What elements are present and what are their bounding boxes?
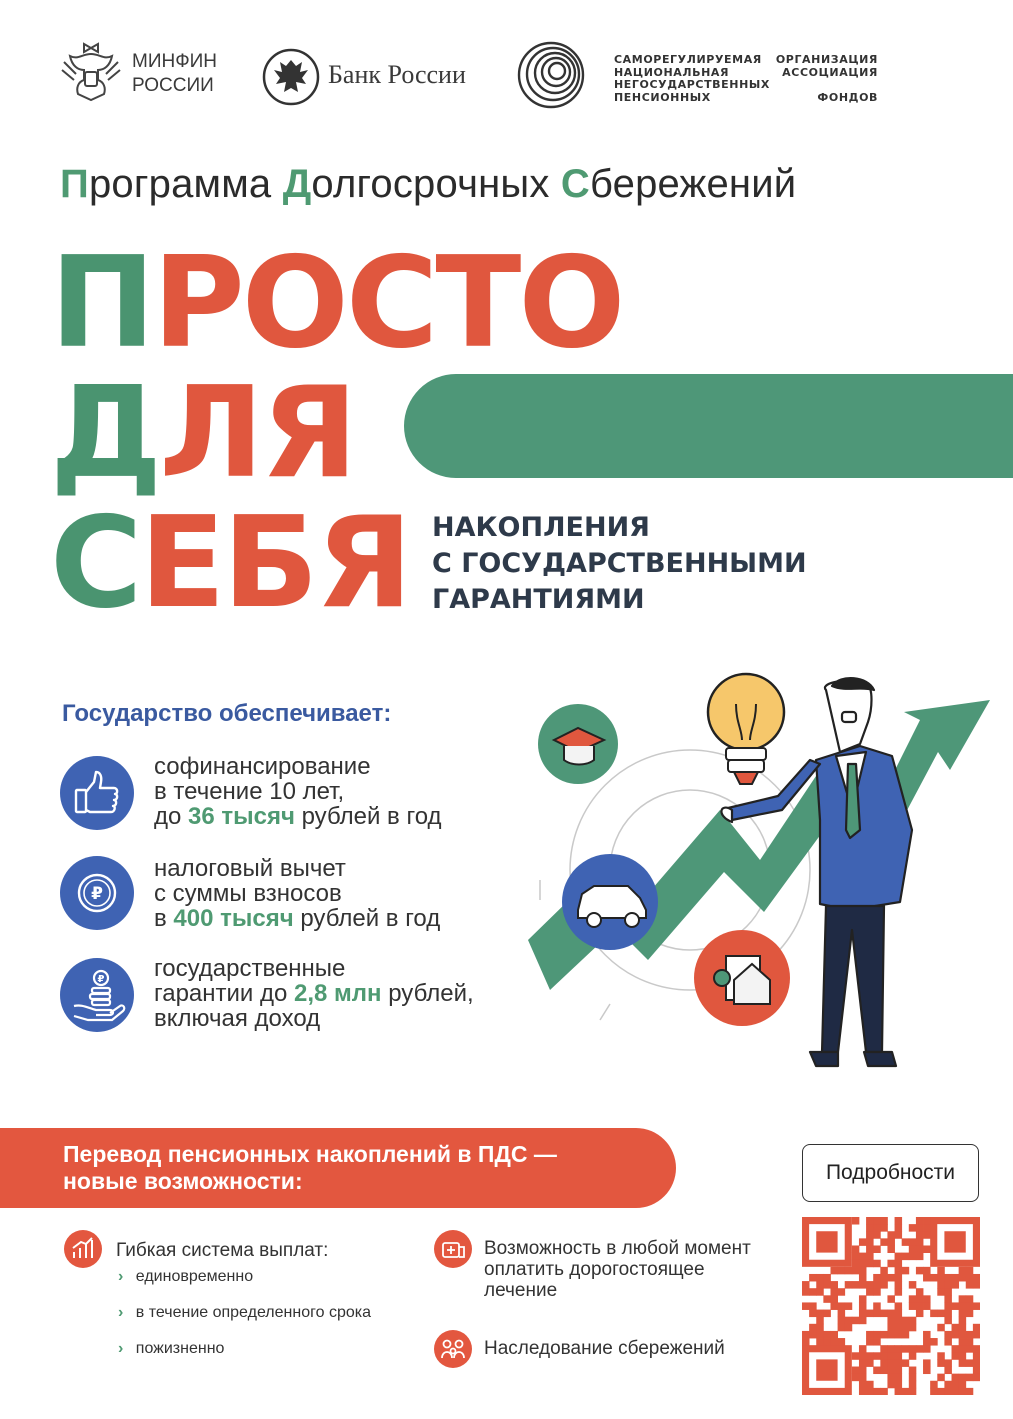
headline-word-3: ЕБЯ (139, 489, 410, 636)
family-icon (434, 1330, 472, 1368)
benefit-2-line-2: с суммы взносов (154, 880, 342, 907)
text: рублей в год (294, 803, 442, 830)
program-initial-s: С (560, 162, 590, 206)
benefit-text-2 (154, 856, 440, 931)
benefit-1-line-2: в течение 10 лет, (154, 778, 345, 805)
text: до (154, 803, 189, 830)
svg-text:₽: ₽ (97, 974, 105, 985)
medical-icon (434, 1230, 472, 1268)
program-word-1: рограмма (88, 162, 283, 206)
bank-russia-logo (262, 48, 492, 108)
napf-logo (516, 40, 886, 110)
text: в (154, 905, 174, 932)
program-word-2: олгосрочных (311, 162, 561, 206)
napf-line3: НЕГОСУДАРСТВЕННЫХ (614, 78, 770, 91)
benefit-text-3 (154, 956, 474, 1031)
house-icon (694, 930, 790, 1026)
payout-option-label: в течение определенного срока (135, 1304, 371, 1321)
payout-option-1 (118, 1268, 253, 1286)
benefit-3-line-3: включая доход (154, 1005, 321, 1032)
headline-initial-p: П (50, 229, 153, 376)
qr-code[interactable] (802, 1217, 980, 1395)
flex-payout-title: Гибкая система выплат: (116, 1240, 329, 1261)
transfer-banner (0, 1128, 676, 1208)
treatment-line-3: лечение (484, 1280, 558, 1301)
treatment-text (484, 1238, 751, 1301)
program-title (60, 162, 796, 207)
bank-eagle-icon (262, 48, 320, 106)
ruble-coin-icon (60, 856, 134, 930)
napf-line2: НАЦИОНАЛЬНАЯ АССОЦИАЦИЯ (614, 65, 878, 79)
headline-line-2 (50, 359, 355, 506)
benefit-icon-2 (60, 856, 134, 930)
car-icon (562, 854, 658, 950)
tagline-line-2: С ГОСУДАРСТВЕННЫМИ (432, 548, 807, 579)
inheritance-text: Наследование сбережений (484, 1338, 725, 1359)
thumbs-up-icon (60, 756, 134, 830)
treatment-line-2: оплатить дорогостоящее (484, 1259, 705, 1280)
payout-option-2 (118, 1304, 371, 1322)
headline-initial-d: Д (50, 359, 160, 506)
text: рублей, (381, 980, 474, 1007)
chevron-right-icon: › (118, 1304, 124, 1321)
tagline-line-1: НАКОПЛЕНИЯ (432, 512, 650, 543)
eagle-emblem-icon (60, 40, 122, 104)
details-button[interactable]: Подробности (802, 1144, 979, 1202)
benefit-2-line-1: налоговый вычет (154, 855, 346, 882)
benefit-2-line-3 (154, 906, 440, 931)
headline-line-1 (50, 229, 623, 376)
growth-chart-icon (64, 1230, 102, 1268)
benefit-icon-3 (60, 958, 134, 1032)
lightbulb-icon (708, 674, 784, 784)
napf-line1: САМОРЕГУЛИРУЕМАЯ ОРГАНИЗАЦИЯ (614, 53, 878, 66)
flex-payout-icon-wrap (64, 1230, 102, 1268)
minfin-line1: МИНФИН (132, 51, 218, 72)
state-provides-title: Государство обеспечивает: (62, 700, 392, 727)
bank-name: Банк России (328, 60, 466, 89)
guarantee-amount: 2,8 млн (294, 980, 382, 1007)
headline-line-3 (50, 489, 410, 636)
benefit-text-1 (154, 754, 442, 829)
tagline (432, 510, 807, 618)
benefit-1-line-1: софинансирование (154, 753, 371, 780)
svg-text:₽: ₽ (91, 884, 103, 904)
minfin-line2: РОССИИ (132, 75, 214, 96)
text: гарантии до (154, 980, 295, 1007)
chevron-right-icon: › (118, 1268, 124, 1285)
headline-word-2: ЛЯ (159, 359, 355, 506)
graduation-cap-icon (538, 704, 618, 784)
payout-option-3 (118, 1340, 224, 1358)
spiral-icon (516, 40, 586, 110)
text: рублей в год (293, 905, 441, 932)
headline-word-1: РОСТО (152, 229, 623, 376)
payout-option-label: единовременно (135, 1268, 254, 1285)
program-initial-d: Д (282, 162, 312, 206)
benefit-icon-1 (60, 756, 134, 830)
napf-line4: ПЕНСИОННЫХ ФОНДОВ (614, 90, 878, 104)
program-initial-p: П (60, 162, 89, 206)
green-accent-bar (404, 374, 1013, 478)
inheritance-icon-wrap (434, 1330, 472, 1368)
program-word-3: бережений (589, 162, 797, 206)
headline-initial-s: С (50, 489, 140, 636)
cofinancing-amount: 36 тысяч (188, 803, 295, 830)
payout-option-label: пожизненно (135, 1340, 225, 1357)
banner-line-2: новые возможности: (63, 1168, 303, 1194)
chevron-right-icon: › (118, 1340, 124, 1357)
coins-hand-icon (60, 958, 134, 1032)
minfin-logo (60, 40, 230, 104)
treatment-icon-wrap (434, 1230, 472, 1268)
benefit-3-line-1: государственные (154, 955, 346, 982)
treatment-line-1: Возможность в любой момент (484, 1238, 751, 1259)
benefit-3-line-2 (154, 981, 474, 1006)
tax-deduction-amount: 400 тысяч (173, 905, 294, 932)
benefit-1-line-3 (154, 804, 442, 829)
businessman-growth-illustration (520, 660, 1010, 1080)
banner-line-1: Перевод пенсионных накоплений в ПДС — (63, 1141, 557, 1167)
tagline-line-3: ГАРАНТИЯМИ (432, 584, 645, 615)
qr-code-image (802, 1217, 980, 1395)
